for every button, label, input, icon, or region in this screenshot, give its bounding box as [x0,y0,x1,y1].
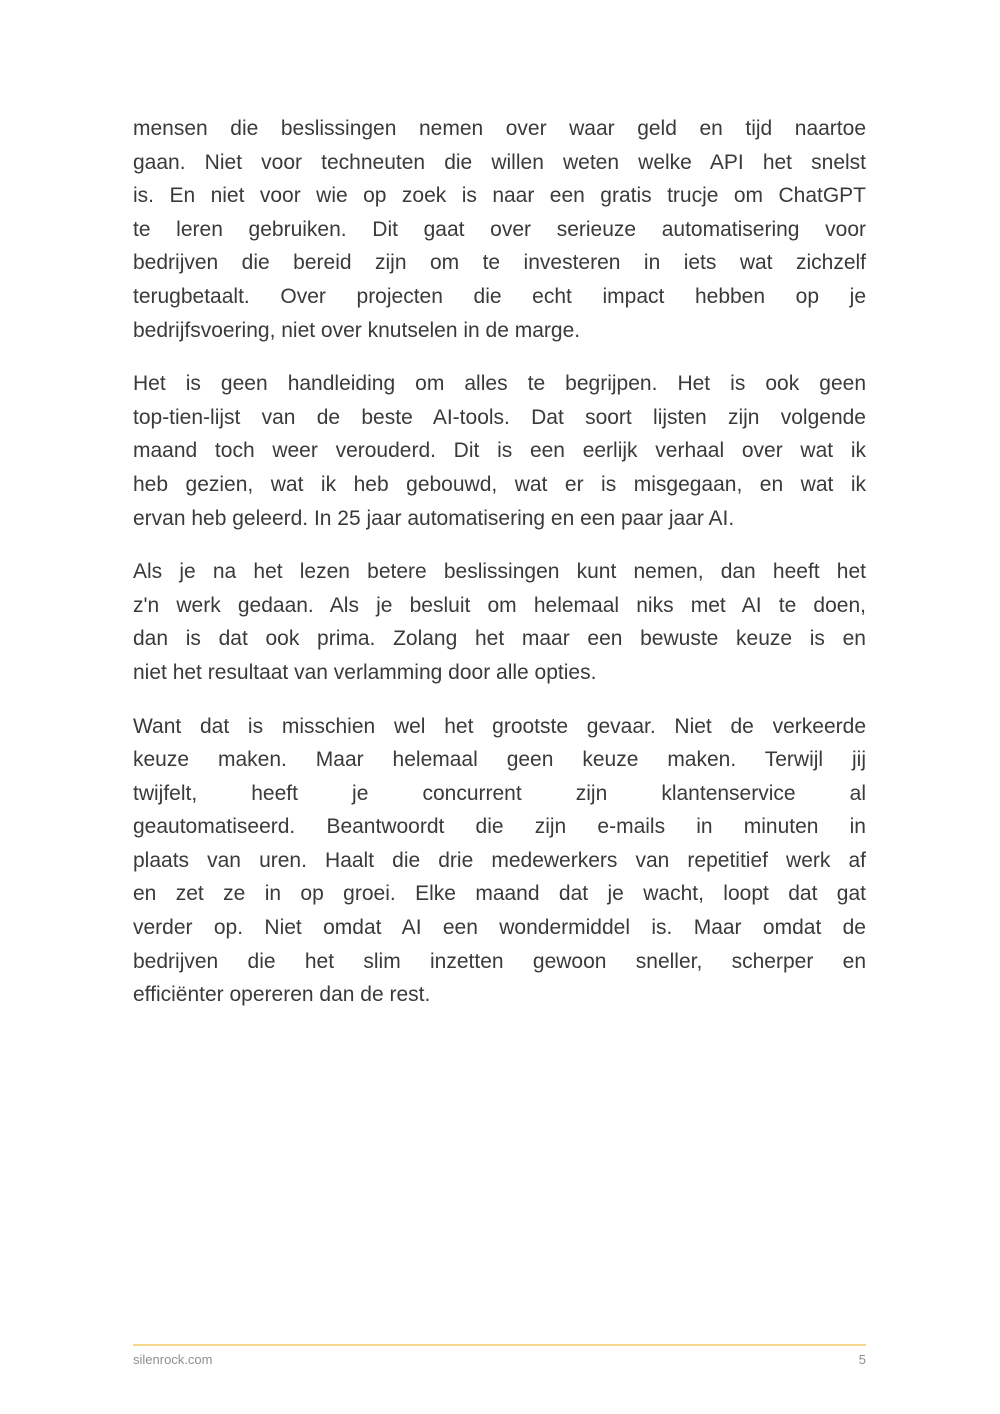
text-line: te leren gebruiken. Dit gaat over serieuze automatisering voor [133,217,866,241]
article-body [133,112,866,1032]
text-line: bedrijven die bereid zijn om te investeren in iets wat zichzelf [133,251,866,275]
text-line: is. En niet voor wie op zoek is naar een gratis trucje om ChatGPT [133,184,866,208]
text-line: top-tien-lijst van de beste AI-tools. Dat soort lijsten zijn volgende [133,405,866,429]
text-line: heb gezien, wat ik heb gebouwd, wat er is misgegaan, en wat ik [133,472,866,496]
text-line: keuze maken. Maar helemaal geen keuze maken. Terwijl jij [133,748,866,772]
footer-row [133,1352,866,1368]
page-footer [133,1344,866,1368]
paragraph [133,367,866,535]
text-line: gaan. Niet voor techneuten die willen weten welke API het snelst [133,150,866,174]
text-line: en zet ze in op groei. Elke maand dat je wacht, loopt dat gat [133,882,866,906]
text-line: mensen die beslissingen nemen over waar geld en tijd naartoe [133,117,866,140]
paragraph [133,112,866,347]
footer-divider [133,1344,866,1346]
text-line: Als je na het lezen betere beslissingen kunt nemen, dan heeft het [133,560,866,584]
text-line: niet het resultaat van verlamming door alle opties. [133,660,597,684]
text-line: terugbetaalt. Over projecten die echt impact hebben op je [133,284,866,308]
text-line: efficiënter opereren dan de rest. [133,983,431,1007]
text-line: plaats van uren. Haalt die drie medewerkers van repetitief werk af [133,848,866,872]
footer-website: silenrock.com [133,1352,213,1367]
text-line: bedrijfsvoering, niet over knutselen in de marge. [133,318,581,342]
text-line: geautomatiseerd. Beantwoordt die zijn e-mails in minuten in [133,815,866,839]
text-line: Want dat is misschien wel het grootste gevaar. Niet de verkeerde [133,714,866,738]
text-line: dan is dat ook prima. Zolang het maar een bewuste keuze is en [133,627,866,651]
text-line: z'n werk gedaan. Als je besluit om helemaal niks met AI te doen, [133,593,866,617]
paragraph [133,710,866,1012]
text-line: Het is geen handleiding om alles te begrijpen. Het is ook geen [133,372,866,396]
text-line: ervan heb geleerd. In 25 jaar automatisering en een paar jaar AI. [133,506,735,530]
text-line: verder op. Niet omdat AI een wondermiddel is. Maar omdat de [133,916,866,940]
text-line: maand toch weer verouderd. Dit is een eerlijk verhaal over wat ik [133,439,866,463]
text-line: bedrijven die het slim inzetten gewoon sneller, scherper en [133,949,866,973]
text-line: twijfelt, heeft je concurrent zijn klantenservice al [133,781,866,805]
paragraph [133,555,866,689]
page-number: 5 [858,1352,866,1367]
